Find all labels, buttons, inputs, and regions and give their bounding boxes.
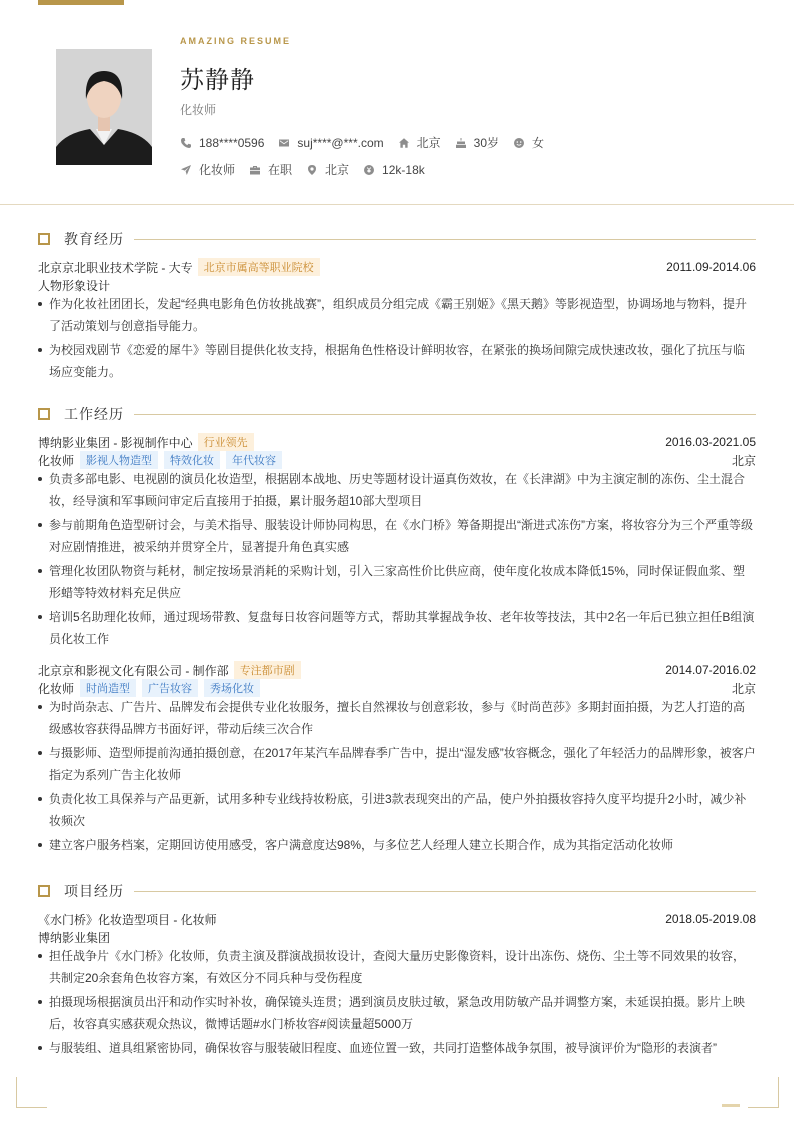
list-item: 作为化妆社团团长，发起“经典电影角色仿妆挑战赛”，组织成员分组完成《霸王别姬》《黑天鹅》等影视造型，协调场地与物料，提升了活动策划与创意指导能力。 xyxy=(38,293,756,337)
cake-icon xyxy=(455,137,467,149)
top-accent-bar xyxy=(38,0,124,5)
city-text: 北京 xyxy=(416,136,441,150)
major-name: 人物形象设计 xyxy=(38,278,111,293)
footer-accent-mark xyxy=(722,1104,740,1107)
home-icon xyxy=(398,137,410,149)
section-square-icon xyxy=(38,233,50,245)
job-role: 化妆师 xyxy=(38,681,75,696)
list-item: 参与前期角色造型研讨会，与美术指导、服装设计师协同构思，在《水门桥》筹备期提出“渐进式冻伤”方案，将妆容分为三个严重等级对应剧情推进，被采纳并贯穿全片，显著提升角色真实感 xyxy=(38,514,756,558)
list-item: 负责化妆工具保养与产品更新，试用多种专业线持妆粉底，引进3款表现突出的产品，使户外拍摄妆容持久度平均提升2小时，减少补妆频次 xyxy=(38,788,756,832)
section-title: 工作经历 xyxy=(64,406,124,422)
candidate-title: 化妆师 xyxy=(180,103,217,117)
education-date: 2011.09-2014.06 xyxy=(666,260,756,274)
briefcase-icon xyxy=(249,164,261,176)
portrait-icon xyxy=(56,49,152,165)
send-icon xyxy=(180,164,192,176)
phone-info xyxy=(180,136,264,150)
job-entry-head xyxy=(38,434,756,450)
skill-tag: 广告妆容 xyxy=(142,679,198,697)
skill-tag: 秀场化妆 xyxy=(204,679,260,697)
list-item: 为时尚杂志、广告片、品牌发布会提供专业化妆服务，擅长自然裸妆与创意彩妆，参与《时尚芭莎》多期封面拍摄，为艺人打造的高级感妆容获得品牌方书面好评，带动后续三次合作 xyxy=(38,696,756,740)
company-badge: 行业领先 xyxy=(198,433,254,451)
list-item: 培训5名助理化妆师，通过现场带教、复盘每日妆容问题等方式，帮助其掌握战争妆、老年妆等技法，其中2名一年后已独立担任B组演员化妆工作 xyxy=(38,606,756,650)
profile-photo xyxy=(56,49,152,165)
city-info xyxy=(398,134,441,151)
project-name: 《水门桥》化妆造型项目 - 化妆师 xyxy=(38,912,217,927)
job-bullets xyxy=(38,696,756,858)
job-location: 北京 xyxy=(731,453,756,468)
target-city-text: 北京 xyxy=(325,163,350,177)
job-intent-row xyxy=(180,161,439,178)
smile-icon xyxy=(513,137,525,149)
location-pin-icon xyxy=(306,164,318,176)
money-icon xyxy=(363,164,375,176)
skill-tag: 时尚造型 xyxy=(80,679,136,697)
company-name: 博纳影业集团 - 影视制作中心 xyxy=(38,435,193,450)
job-location: 北京 xyxy=(731,681,756,696)
education-entry-head xyxy=(38,259,756,275)
education-major-line xyxy=(38,277,756,293)
gender-text: 女 xyxy=(532,136,545,150)
project-entry-head xyxy=(38,911,756,927)
job-entry-head xyxy=(38,662,756,678)
skill-tag: 影视人物造型 xyxy=(80,451,158,469)
candidate-name: 苏静静 xyxy=(180,67,255,94)
skill-tag: 年代妆容 xyxy=(226,451,282,469)
salary-text: 12k-18k xyxy=(382,162,425,177)
target-city-info xyxy=(306,161,349,178)
list-item: 与服装组、道具组紧密协同，确保妆容与服装破旧程度、血迹位置一致，共同打造整体战争氛围，被导演评价为“隐形的表演者” xyxy=(38,1037,756,1059)
section-title: 教育经历 xyxy=(64,231,124,247)
gender-info xyxy=(513,134,544,151)
list-item: 担任战争片《水门桥》化妆师，负责主演及群演战损妆设计，查阅大量历史影像资料，设计出冻伤、烧伤、尘土等不同效果的妆容，共制定20余套角色妆容方案，有效区分不同兵种与受伤程度 xyxy=(38,945,756,989)
corner-bottom-left xyxy=(16,1077,47,1108)
section-square-icon xyxy=(38,408,50,420)
corner-bottom-right xyxy=(748,1077,779,1108)
company-badge: 专注都市剧 xyxy=(234,661,301,679)
section-square-icon xyxy=(38,885,50,897)
email-icon xyxy=(278,137,290,149)
status-text: 在职 xyxy=(268,163,293,177)
job-date: 2014.07-2016.02 xyxy=(665,663,756,677)
section-work xyxy=(38,404,756,424)
email-text: suj****@***.com xyxy=(297,135,384,150)
age-text: 30岁 xyxy=(473,136,499,150)
status-info xyxy=(249,161,292,178)
list-item: 建立客户服务档案，定期回访使用感受，客户满意度达98%，与多位艺人经理人建立长期合作，成为其指定活动化妆师 xyxy=(38,834,756,856)
section-rule xyxy=(134,414,756,415)
project-org: 博纳影业集团 xyxy=(38,930,111,945)
brand-label: AMAZING RESUME xyxy=(180,36,291,46)
education-bullets xyxy=(38,293,756,385)
header-divider xyxy=(0,204,794,205)
list-item: 拍摄现场根据演员出汗和动作实时补妆，确保镜头连贯；遇到演员皮肤过敏，紧急改用防敏产品并调整方案，未延误拍摄。影片上映后，妆容真实感获观众热议，微博话题#水门桥妆容#阅读量超5000万 xyxy=(38,991,756,1035)
target-role-text: 化妆师 xyxy=(199,163,236,177)
section-projects xyxy=(38,881,756,901)
list-item: 与摄影师、造型师提前沟通拍摄创意，在2017年某汽车品牌春季广告中，提出“湿发感”妆容概念，强化了年轻活力的品牌形象，被客户指定为系列广告主化妆师 xyxy=(38,742,756,786)
project-org-line xyxy=(38,929,756,945)
list-item: 负责多部电影、电视剧的演员化妆造型，根据剧本战地、历史等题材设计逼真伤效妆，在《长津湖》中为主演定制的冻伤、尘土混合妆，经导演和军事顾问审定后直接用于拍摄，累计服务超10部大型项目 xyxy=(38,468,756,512)
age-info xyxy=(455,134,499,151)
job-date: 2016.03-2021.05 xyxy=(665,435,756,449)
job-role: 化妆师 xyxy=(38,453,75,468)
target-role-info xyxy=(180,161,235,178)
list-item: 管理化妆团队物资与耗材，制定按场景消耗的采购计划，引入三家高性价比供应商，使年度化妆成本降低15%，同时保证假血浆、塑形蜡等特效材料充足供应 xyxy=(38,560,756,604)
phone-icon xyxy=(180,137,192,149)
skill-tag: 特效化妆 xyxy=(164,451,220,469)
school-badge: 北京市属高等职业院校 xyxy=(198,258,320,276)
school-name: 北京京北职业技术学院 - 大专 xyxy=(38,260,193,275)
project-date: 2018.05-2019.08 xyxy=(665,912,756,926)
project-bullets xyxy=(38,945,756,1061)
section-education xyxy=(38,229,756,249)
section-rule xyxy=(134,891,756,892)
list-item: 为校园戏剧节《恋爱的犀牛》等剧目提供化妆支持，根据角色性格设计鲜明妆容，在紧张的换场间隙完成快速改妆，强化了抗压与临场应变能力。 xyxy=(38,339,756,383)
company-name: 北京京和影视文化有限公司 - 制作部 xyxy=(38,663,229,678)
job-bullets xyxy=(38,468,756,652)
job-role-line xyxy=(38,452,756,468)
section-title: 项目经历 xyxy=(64,883,124,899)
contact-row xyxy=(180,134,558,151)
salary-info xyxy=(363,163,425,177)
phone-text: 188****0596 xyxy=(199,135,265,150)
email-info xyxy=(278,136,383,150)
section-rule xyxy=(134,239,756,240)
job-role-line xyxy=(38,680,756,696)
